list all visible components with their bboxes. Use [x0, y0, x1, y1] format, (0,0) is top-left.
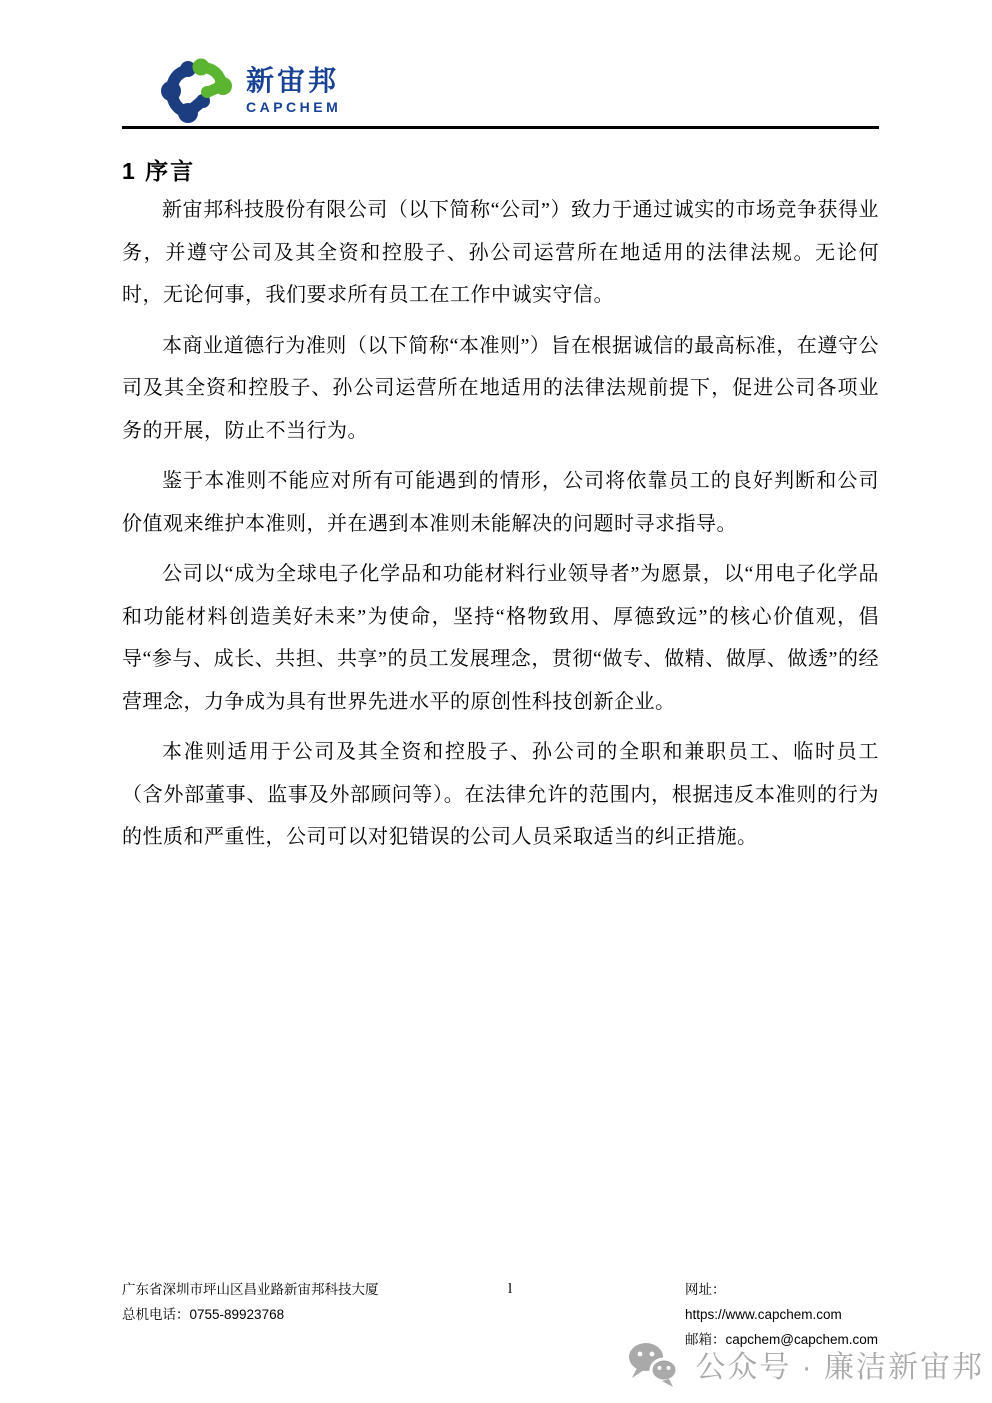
- wechat-icon: [625, 1340, 681, 1388]
- company-logo: [160, 56, 341, 124]
- footer-phone: 总机电话：0755-89923768: [122, 1307, 285, 1322]
- body-paragraph-3: 鉴于本准则不能应对所有可能遇到的情形，公司将依靠员工的良好判断和公司价值观来维护本准则，并在遇到本准则未能解决的问题时寻求指导。: [122, 470, 879, 535]
- body-paragraph-5: 本准则适用于公司及其全资和控股子、孙公司的全职和兼职员工、临时员工（含外部董事、监事及外部顾问等）。在法律允许的范围内，根据违反本准则的行为的性质和严重性，公司可以对犯错误的公司人员采取适当的纠正措施。: [122, 741, 879, 848]
- wechat-badge: [625, 1340, 984, 1388]
- capchem-molecule-icon: [160, 56, 236, 124]
- document-body: [122, 189, 879, 867]
- footer-website: 网址：https://www.capchem.com: [685, 1282, 842, 1322]
- body-paragraph-2: 本商业道德行为准则（以下简称“本准则”）旨在根据诚信的最高标准，在遵守公司及其全资和控股子、孙公司运营所在地适用的法律法规前提下，促进公司各项业务的开展，防止不当行为。: [122, 334, 879, 442]
- logo-name-en: CAPCHEM: [246, 98, 342, 115]
- wechat-badge-label: 公众号 · 廉洁新宙邦: [695, 1351, 984, 1384]
- header-divider: [122, 126, 879, 129]
- section-heading: 1 序言: [122, 158, 196, 185]
- body-paragraph-1: 新宙邦科技股份有限公司（以下简称“公司”）致力于通过诚实的市场竞争获得业务，并遵守公司及其全资和控股子、孙公司运营所在地适用的法律法规。无论何时，无论何事，我们要求所有员工在工作中诚实守信。: [122, 199, 879, 306]
- body-paragraph-4: 公司以“成为全球电子化学品和功能材料行业领导者”为愿景，以“用电子化学品和功能材料创造美好未来”为使命，坚持“格物致用、厚德致远”的核心价值观，倡导“参与、成长、共担、共享”的员工发展理念，贯彻“做专、做精、做厚、做透”的经营理念，力争成为具有世界先进水平的原创性科技创新企业。: [122, 563, 879, 713]
- footer-contact-block: [122, 1277, 379, 1327]
- footer-email: 邮箱：capchem@capchem.com: [685, 1332, 879, 1347]
- page-number: l: [508, 1281, 513, 1297]
- logo-name-zh: 新宙邦: [246, 64, 340, 96]
- footer-address: 广东省深圳市坪山区昌业路新宙邦科技大厦: [122, 1282, 379, 1297]
